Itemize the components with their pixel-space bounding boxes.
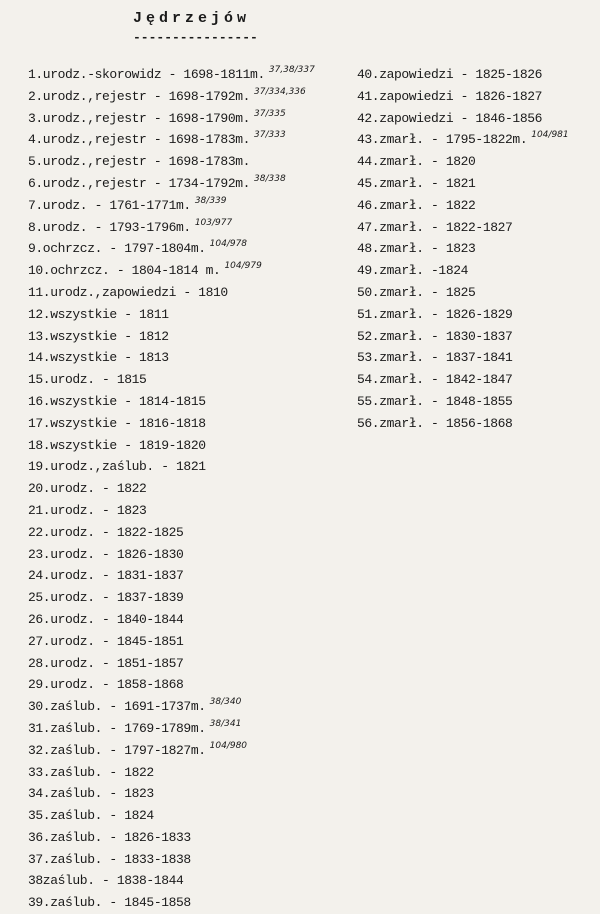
handwritten-note: 104/980 bbox=[209, 740, 248, 751]
page-title: Jędrzejów bbox=[133, 10, 251, 27]
left-column bbox=[28, 64, 358, 914]
entry-text: 43.zmarł. - 1795-1822m. bbox=[357, 132, 528, 148]
list-item bbox=[28, 391, 358, 413]
entry-text: 33.zaślub. - 1822 bbox=[28, 764, 154, 780]
list-item bbox=[357, 260, 597, 282]
entry-text: 23.urodz. - 1826-1830 bbox=[28, 546, 184, 562]
entry-text: 18.wszystkie - 1819-1820 bbox=[28, 437, 206, 453]
list-item bbox=[357, 108, 597, 130]
entry-text: 9.ochrzcz. - 1797-1804m. bbox=[28, 241, 206, 257]
handwritten-note: 37/333 bbox=[254, 130, 286, 141]
entry-text: 11.urodz.,zapowiedzi - 1810 bbox=[28, 284, 228, 300]
handwritten-note: 104/979 bbox=[224, 261, 262, 272]
entry-text: 48.zmarł. - 1823 bbox=[357, 241, 476, 257]
list-item bbox=[28, 544, 358, 566]
list-item bbox=[28, 86, 358, 108]
handwritten-note: 38/339 bbox=[194, 195, 227, 206]
handwritten-note: 38/338 bbox=[254, 173, 286, 184]
entry-text: 24.urodz. - 1831-1837 bbox=[28, 568, 184, 584]
list-item bbox=[28, 500, 358, 522]
entry-text: 32.zaślub. - 1797-1827m. bbox=[28, 742, 206, 758]
entry-text: 7.urodz. - 1761-1771m. bbox=[28, 197, 191, 213]
entry-text: 3.urodz.,rejestr - 1698-1790m. bbox=[28, 110, 251, 126]
list-item bbox=[28, 587, 358, 609]
handwritten-note: 38/340 bbox=[209, 697, 242, 708]
list-item bbox=[28, 827, 358, 849]
entry-text: 34.zaślub. - 1823 bbox=[28, 786, 154, 802]
list-item bbox=[28, 173, 358, 195]
list-item bbox=[28, 151, 358, 173]
entry-text: 20.urodz. - 1822 bbox=[28, 481, 147, 497]
list-item bbox=[28, 282, 358, 304]
handwritten-note: 38/341 bbox=[209, 718, 242, 729]
list-item bbox=[28, 435, 358, 457]
entry-text: 14.wszystkie - 1813 bbox=[28, 350, 169, 366]
list-item bbox=[357, 391, 597, 413]
entry-text: 16.wszystkie - 1814-1815 bbox=[28, 393, 206, 409]
entry-text: 1.urodz.-skorowidz - 1698-1811m. bbox=[28, 67, 265, 82]
entry-text: 25.urodz. - 1837-1839 bbox=[28, 590, 184, 606]
list-item bbox=[357, 347, 597, 369]
entry-text: 38zaślub. - 1838-1844 bbox=[28, 873, 184, 889]
entry-text: 49.zmarł. -1824 bbox=[357, 263, 469, 279]
entry-text: 22.urodz. - 1822-1825 bbox=[28, 524, 184, 540]
entry-text: 28.urodz. - 1851-1857 bbox=[28, 655, 184, 671]
entry-text: 44.zmarł. - 1820 bbox=[357, 154, 476, 170]
entry-text: 46.zmarł. - 1822 bbox=[357, 197, 476, 213]
list-item bbox=[28, 631, 358, 653]
entry-text: 19.urodz.,zaślub. - 1821 bbox=[28, 459, 206, 475]
entry-text: 26.urodz. - 1840-1844 bbox=[28, 611, 184, 627]
entry-text: 47.zmarł. - 1822-1827 bbox=[357, 219, 513, 235]
list-item bbox=[28, 849, 358, 871]
list-item bbox=[28, 892, 358, 914]
list-item bbox=[28, 653, 358, 675]
list-item bbox=[28, 696, 358, 718]
entry-text: 17.wszystkie - 1816-1818 bbox=[28, 415, 206, 431]
entry-text: 2.urodz.,rejestr - 1698-1792m. bbox=[28, 88, 251, 104]
list-item bbox=[357, 151, 597, 173]
list-item bbox=[28, 805, 358, 827]
list-item bbox=[28, 108, 358, 130]
entry-text: 5.urodz.,rejestr - 1698-1783m. bbox=[28, 154, 251, 170]
list-item bbox=[28, 304, 358, 326]
title-underline: ---------------- bbox=[133, 30, 258, 45]
entry-text: 39.zaślub. - 1845-1858 bbox=[28, 895, 191, 911]
handwritten-note: 104/978 bbox=[209, 239, 248, 250]
list-item bbox=[28, 456, 358, 478]
list-item bbox=[28, 870, 358, 892]
list-item bbox=[28, 609, 358, 631]
entry-text: 29.urodz. - 1858-1868 bbox=[28, 677, 184, 693]
entry-text: 50.zmarł. - 1825 bbox=[357, 284, 476, 300]
list-item bbox=[28, 195, 358, 217]
entry-text: 31.zaślub. - 1769-1789m. bbox=[28, 720, 206, 736]
entry-text: 51.zmarł. - 1826-1829 bbox=[357, 306, 513, 322]
list-item bbox=[28, 260, 358, 282]
handwritten-note: 37/334,336 bbox=[254, 86, 306, 97]
entry-text: 40.zapowiedzi - 1825-1826 bbox=[357, 67, 543, 82]
list-item bbox=[28, 129, 358, 151]
handwritten-note: 103/977 bbox=[194, 217, 233, 228]
entry-text: 55.zmarł. - 1848-1855 bbox=[357, 393, 513, 409]
list-item bbox=[357, 369, 597, 391]
list-item bbox=[28, 740, 358, 762]
list-item bbox=[357, 195, 597, 217]
entry-text: 8.urodz. - 1793-1796m. bbox=[28, 219, 191, 235]
list-item bbox=[28, 565, 358, 587]
list-item bbox=[357, 282, 597, 304]
list-item bbox=[357, 304, 597, 326]
list-item bbox=[28, 478, 358, 500]
list-item bbox=[28, 762, 358, 784]
handwritten-note: 37/335 bbox=[254, 108, 286, 119]
list-item bbox=[357, 217, 597, 239]
list-item bbox=[28, 718, 358, 740]
list-item bbox=[28, 369, 358, 391]
list-item bbox=[28, 783, 358, 805]
list-item bbox=[357, 238, 597, 260]
entry-text: 41.zapowiedzi - 1826-1827 bbox=[357, 88, 543, 104]
entry-text: 30.zaślub. - 1691-1737m. bbox=[28, 699, 206, 715]
list-item bbox=[28, 522, 358, 544]
handwritten-note: 37,38/337 bbox=[268, 65, 315, 75]
entry-text: 37.zaślub. - 1833-1838 bbox=[28, 851, 191, 867]
entry-text: 15.urodz. - 1815 bbox=[28, 372, 147, 388]
list-item bbox=[28, 64, 358, 86]
handwritten-note: 104/981 bbox=[531, 130, 569, 141]
list-item bbox=[357, 86, 597, 108]
entry-text: 54.zmarł. - 1842-1847 bbox=[357, 372, 513, 388]
list-item bbox=[357, 173, 597, 195]
entry-text: 27.urodz. - 1845-1851 bbox=[28, 633, 184, 649]
entry-text: 21.urodz. - 1823 bbox=[28, 502, 147, 518]
right-column bbox=[357, 64, 597, 435]
list-item bbox=[357, 326, 597, 348]
entry-text: 53.zmarł. - 1837-1841 bbox=[357, 350, 513, 366]
list-item bbox=[28, 238, 358, 260]
list-item bbox=[357, 413, 597, 435]
list-item bbox=[28, 347, 358, 369]
list-item bbox=[28, 217, 358, 239]
entry-text: 35.zaślub. - 1824 bbox=[28, 808, 154, 824]
entry-text: 36.zaślub. - 1826-1833 bbox=[28, 829, 191, 845]
entry-text: 52.zmarł. - 1830-1837 bbox=[357, 328, 513, 344]
entry-text: 13.wszystkie - 1812 bbox=[28, 328, 169, 344]
list-item bbox=[28, 326, 358, 348]
entry-text: 6.urodz.,rejestr - 1734-1792m. bbox=[28, 175, 251, 191]
entry-text: 42.zapowiedzi - 1846-1856 bbox=[357, 110, 543, 126]
entry-text: 45.zmarł. - 1821 bbox=[357, 175, 476, 191]
list-item bbox=[28, 413, 358, 435]
entry-text: 10.ochrzcz. - 1804-1814 m. bbox=[28, 263, 221, 279]
list-item bbox=[357, 64, 597, 86]
list-item bbox=[28, 674, 358, 696]
entry-text: 56.zmarł. - 1856-1868 bbox=[357, 415, 513, 431]
list-item bbox=[357, 129, 597, 151]
entry-text: 12.wszystkie - 1811 bbox=[28, 306, 169, 322]
entry-text: 4.urodz.,rejestr - 1698-1783m. bbox=[28, 132, 251, 148]
